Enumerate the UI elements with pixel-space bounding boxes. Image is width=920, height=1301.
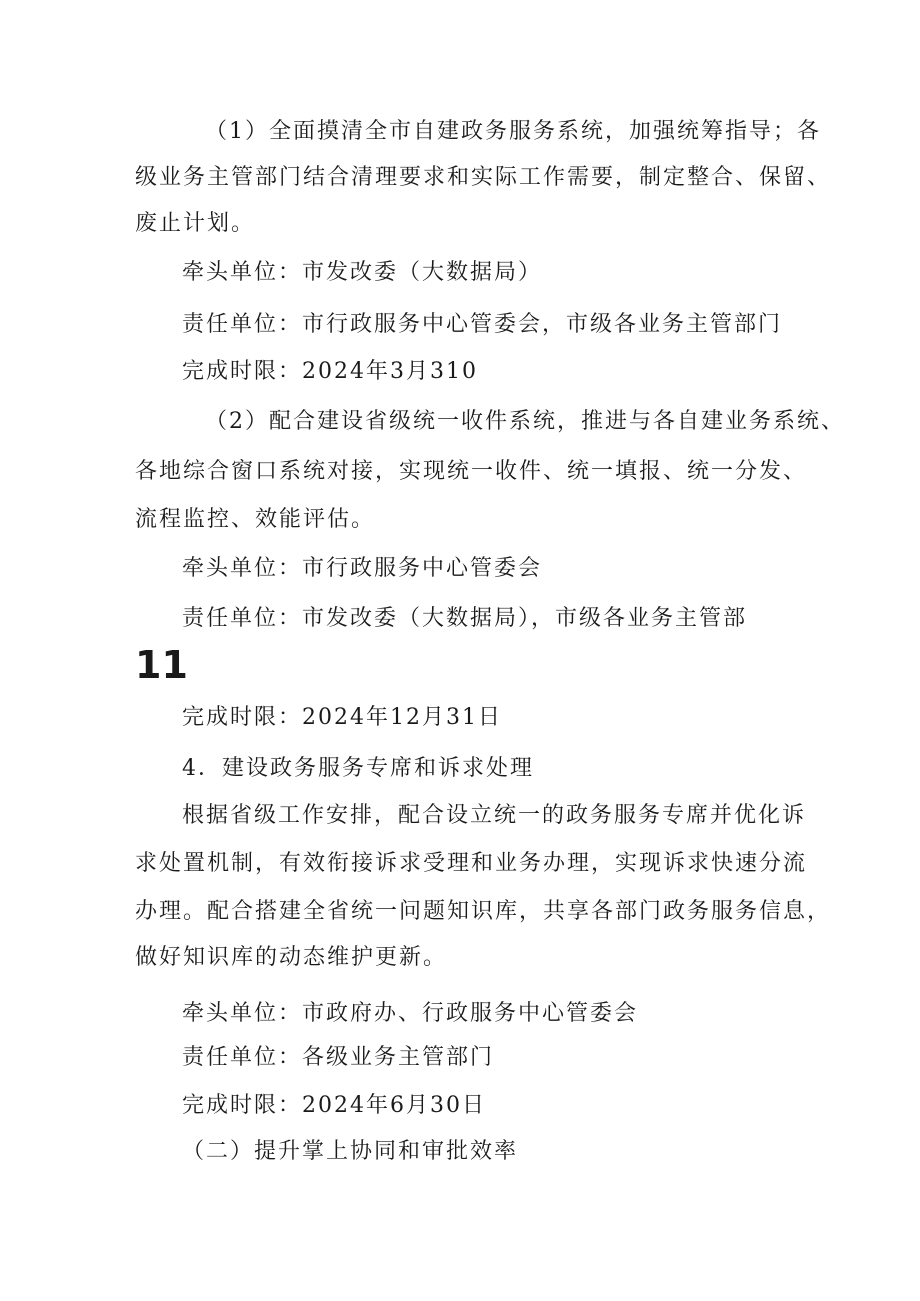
section-4-responsible-unit: 责任单位：各级业务主管部门 (182, 1045, 495, 1070)
item-2-deadline: 完成时限：2024年12月31日 (182, 705, 502, 730)
section-2-heading: （二）提升掌上协同和审批效率 (182, 1139, 519, 1164)
page-number-artifact: 11 (135, 643, 188, 687)
section-4-deadline: 完成时限：2024年6月30日 (182, 1093, 486, 1118)
item-2-responsible-unit: 责任单位：市发改委（大数据局），市级各业务主管部 (182, 606, 748, 631)
item-1-line-3: 废止计划。 (135, 211, 256, 236)
section-4-para-line-2: 求处置机制，有效衔接诉求受理和业务办理，实现诉求快速分流 (135, 851, 808, 876)
section-4-para-line-3: 办理。配合搭建全省统一问题知识库，共享各部门政务服务信息， (135, 899, 832, 924)
section-4-para-line-1: 根据省级工作安排，配合设立统一的政务服务专席并优化诉 (182, 803, 807, 828)
item-2-line-2: 各地综合窗口系统对接，实现统一收件、统一填报、统一分发、 (135, 459, 808, 484)
item-1-lead-unit: 牵头单位：市发改委（大数据局） (182, 260, 543, 285)
section-4-para-line-4: 做好知识库的动态维护更新。 (135, 945, 448, 970)
item-2-line-3: 流程监控、效能评估。 (135, 507, 376, 532)
section-4-lead-unit: 牵头单位：市政府办、行政服务中心管委会 (182, 1001, 639, 1026)
item-1-line-1: （1）全面摸清全市自建政务服务系统，加强统筹指导；各 (205, 119, 821, 144)
item-1-line-2: 级业务主管部门结合清理要求和实际工作需要，制定整合、保留、 (135, 165, 832, 190)
item-2-lead-unit: 牵头单位：市行政服务中心管委会 (182, 556, 543, 581)
item-1-responsible-unit: 责任单位：市行政服务中心管委会，市级各业务主管部门 (182, 312, 783, 337)
item-1-deadline: 完成时限：2024年3月310 (182, 359, 478, 384)
item-2-line-1: （2）配合建设省级统一收件系统，推进与各自建业务系统、 (205, 409, 845, 434)
section-4-heading: 4．建设政务服务专席和诉求处理 (182, 756, 534, 781)
